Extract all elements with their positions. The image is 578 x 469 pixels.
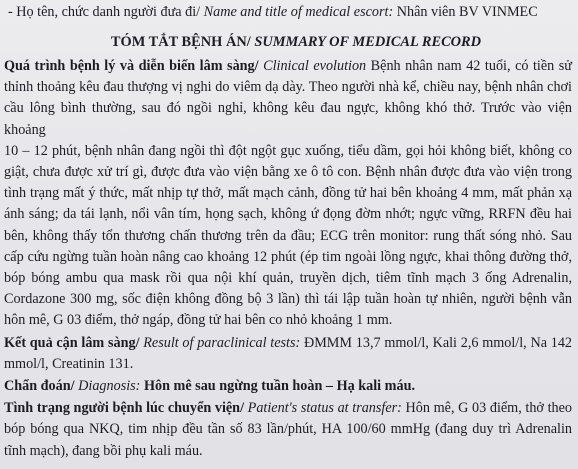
clinical-line-3: cầu lông bình thường, sau đó ngồi nghỉ, không kêu đau ngực, không khó thở. Trước vào viện khoảng — [4, 100, 572, 138]
clinical-line-10: bóp bóng ambu qua mask rồi qua nội khí quản, truyền dịch, tiêm tĩnh mạch 3 ống Adrenalin, — [4, 270, 572, 287]
diagnosis-value: Hôn mê sau ngừng tuần hoàn – Hạ kali máu. — [140, 378, 416, 395]
diagnosis-label-vn: Chẩn đoán/ — [4, 378, 75, 395]
clinical-line-9: cấp cứu ngừng tuần hoàn nâng cao khoảng 12 phút (ép tim ngoài lồng ngực, khai thông đường thở, — [4, 248, 572, 265]
clinical-evolution-section — [4, 56, 572, 332]
clinical-line-7: ánh sáng; da tái lạnh, nổi vân tím, họng sạch, không ứ đọng đờm nhớt; ngực vững, RRFN đều hai — [4, 206, 572, 223]
clinical-line-12: hôn mê, G 03 điểm, thở ngáp, đồng tử hai bên co nhỏ khoảng 1 mm. — [4, 312, 393, 329]
clinical-line-1 — [4, 56, 572, 77]
clinical-line-11: Cordazone 300 mg, sốc điện không đồng bộ 3 lần) thì tái lập tuần hoàn tự nhiên, người bệnh vẫn — [4, 291, 572, 308]
clinical-line-6: tình trạng mất ý thức, mất nhịp tự thở, mất mạch cảnh, đồng tử hai bên khoảng 4 mm, mất phản xạ — [4, 185, 572, 202]
clinical-line-5: giật, chưa được xử trí gì, được đưa vào viện bằng xe ô tô con. Bệnh nhân được đưa vào viện trong — [4, 164, 572, 181]
transfer-label-vn: Tình trạng người bệnh lúc chuyển viện/ — [4, 400, 245, 417]
clinical-line-4: 10 – 12 phút, bệnh nhân đang ngồi thì đột ngột gục xuống, tiểu dầm, gọi hỏi không biết, không co — [4, 142, 572, 159]
paraclinical-label-vn: Kết quả cận lâm sàng/ — [4, 334, 140, 351]
transfer-line-2: bóp bóng qua NKQ, tim nhịp đều tần số 83 lần/phút, HA 100/60 mmHg (đang duy trì Adrenalin — [4, 421, 572, 438]
transfer-line-1 — [4, 398, 572, 419]
diagnosis-section — [4, 376, 572, 397]
escort-label-vn: - Họ tên, chức danh người đưa đi/ — [8, 4, 204, 20]
escort-line — [8, 3, 572, 21]
summary-title-en: SUMMARY OF MEDICAL RECORD — [254, 34, 482, 50]
clinical-label-en: Clinical evolution — [258, 58, 367, 74]
transfer-text-1: Hôn mê, G 03 điểm, thở theo — [401, 400, 572, 417]
transfer-label-en: Patient's status at transfer: — [244, 400, 402, 417]
paraclinical-line-1 — [4, 333, 572, 354]
paraclinical-text-1: ĐMMM 13,7 mmol/l, Kali 2,6 mmol/l, Na 142 — [300, 334, 573, 351]
summary-title — [4, 31, 572, 53]
transfer-status-section — [4, 398, 572, 462]
diagnosis-label-en: Diagnosis: — [74, 378, 141, 395]
paraclinical-section — [4, 333, 572, 375]
clinical-line-2: thỉnh thoảng kêu đau thượng vị nghi do viêm dạ dày. Theo người nhà kể, chiều nay, bệnh nhân chơi — [4, 79, 572, 96]
clinical-text-1: Bệnh nhân nam 42 tuổi, có tiền sử — [366, 58, 572, 74]
clinical-line-8: bên, không thấy tổn thương chấn thương trên da đầu; ECG trên monitor: rung thất sóng nhỏ. Sau — [4, 227, 572, 244]
summary-title-vn: TÓM TẮT BỆNH ÁN/ — [110, 34, 255, 50]
clinical-label-vn: Quá trình bệnh lý và diễn biến lâm sàng/ — [4, 58, 259, 74]
escort-value: Nhân viên BV VINMEC — [393, 4, 538, 20]
escort-label-en: Name and title of medical escort: — [203, 4, 394, 20]
paraclinical-label-en: Result of paraclinical tests: — [139, 334, 301, 351]
paraclinical-line-2: mmol/l, Creatinin 131. — [4, 355, 134, 372]
transfer-line-3: tĩnh mạch), đang bồi phụ kali máu. — [4, 442, 203, 459]
diagnosis-line — [4, 376, 572, 397]
